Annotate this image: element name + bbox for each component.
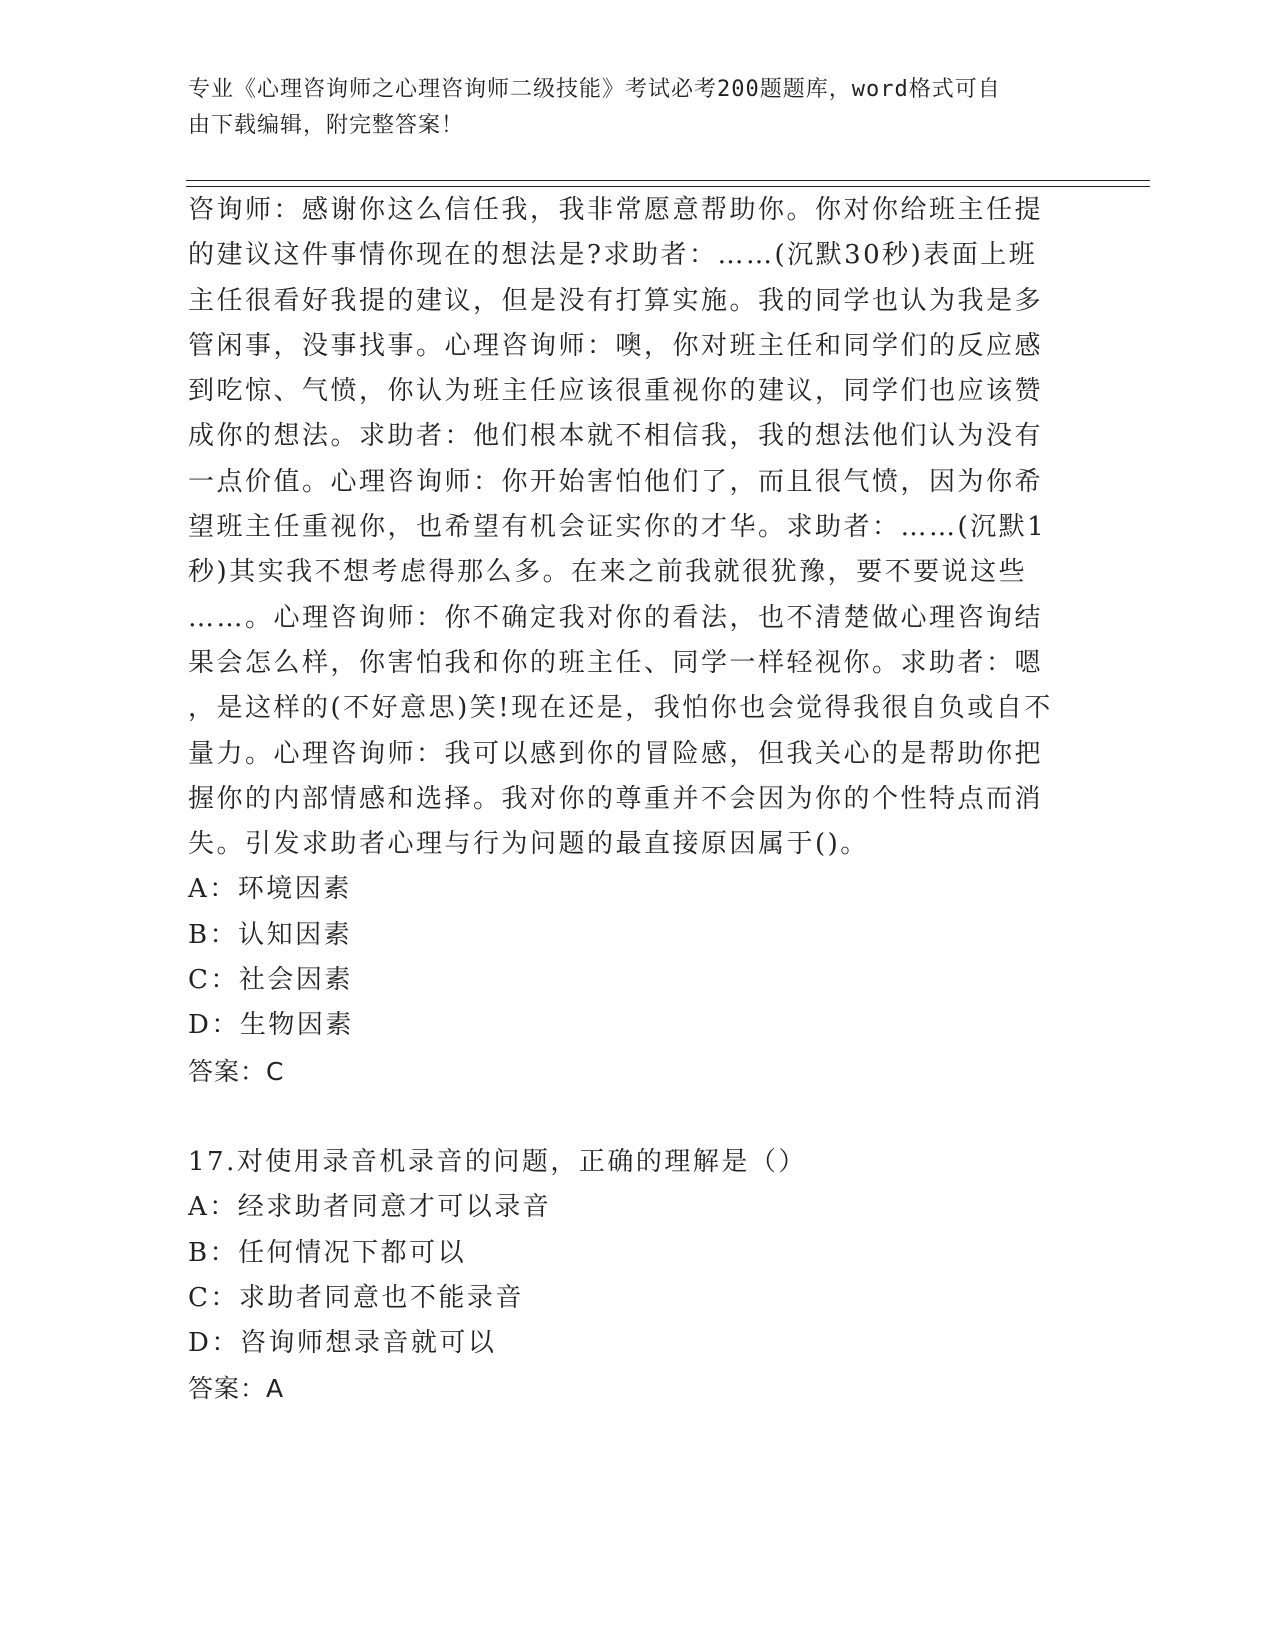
question-text-line: 望班主任重视你，也希望有机会证实你的才华。求助者：……(沉默1 [188,512,1047,543]
question-text-line: 果会怎么样，你害怕我和你的班主任、同学一样轻视你。求助者：嗯 [188,647,1044,678]
question-text-line: ，是这样的(不好意思)笑!现在还是，我怕你也会觉得我很自负或自不 [188,693,1053,724]
header-divider-top [186,180,1150,181]
question-text-line: 咨询师：感谢你这么信任我，我非常愿意帮助你。你对你给班主任提 [188,195,1044,225]
option-d: D：生物因素 [188,1010,354,1041]
question-text-line: 管闲事，没事找事。心理咨询师：噢，你对班主任和同学们的反应感 [188,330,1044,361]
header-line-1: 专业《心理咨询师之心理咨询师二级技能》考试必考200题题库，word格式可自 [188,77,1001,102]
option-b: B：任何情况下都可以 [188,1237,467,1268]
option-d: D：咨询师想录音就可以 [188,1328,497,1359]
question-text-line: ……。心理咨询师：你不确定我对你的看法，也不清楚做心理咨询结 [188,602,1044,633]
answer-line: 答案：C [188,1056,285,1086]
question-text-line: 失。引发求助者心理与行为问题的最直接原因属于()。 [188,829,869,860]
question-text-line: 主任很看好我提的建议，但是没有打算实施。我的同学也认为我是多 [188,285,1044,316]
option-c: C：社会因素 [188,965,353,996]
question-text-line: 到吃惊、气愤，你认为班主任应该很重视你的建议，同学们也应该赞 [188,376,1044,407]
option-a: A：环境因素 [188,874,352,905]
question-text-line: 量力。心理咨询师：我可以感到你的冒险感，但我关心的是帮助你把 [188,738,1044,769]
question-text-line: 一点价值。心理咨询师：你开始害怕他们了，而且很气愤，因为你希 [188,466,1044,497]
question-text-line: 握你的内部情感和选择。我对你的尊重并不会因为你的个性特点而消 [188,783,1044,814]
header-divider-bottom [186,186,1150,187]
answer-line: 答案：A [188,1374,285,1404]
question-text-line: 秒)其实我不想考虑得那么多。在来之前我就很犹豫，要不要说这些 [188,557,1028,588]
header-line-2: 由下载编辑，附完整答案！ [188,113,465,138]
option-a: A：经求助者同意才可以录音 [188,1192,552,1223]
option-b: B：认知因素 [188,919,353,950]
question-stem: 17.对使用录音机录音的问题，正确的理解是（） [188,1147,807,1177]
question-16 [188,188,1088,1094]
question-text-line: 的建议这件事情你现在的想法是?求助者：……(沉默30秒)表面上班 [188,240,1038,271]
option-c: C：求助者同意也不能录音 [188,1282,524,1313]
question-text-line: 成你的想法。求助者：他们根本就不相信我，我的想法他们认为没有 [188,421,1044,452]
document-header [188,72,1068,144]
question-17 [188,1140,1088,1412]
